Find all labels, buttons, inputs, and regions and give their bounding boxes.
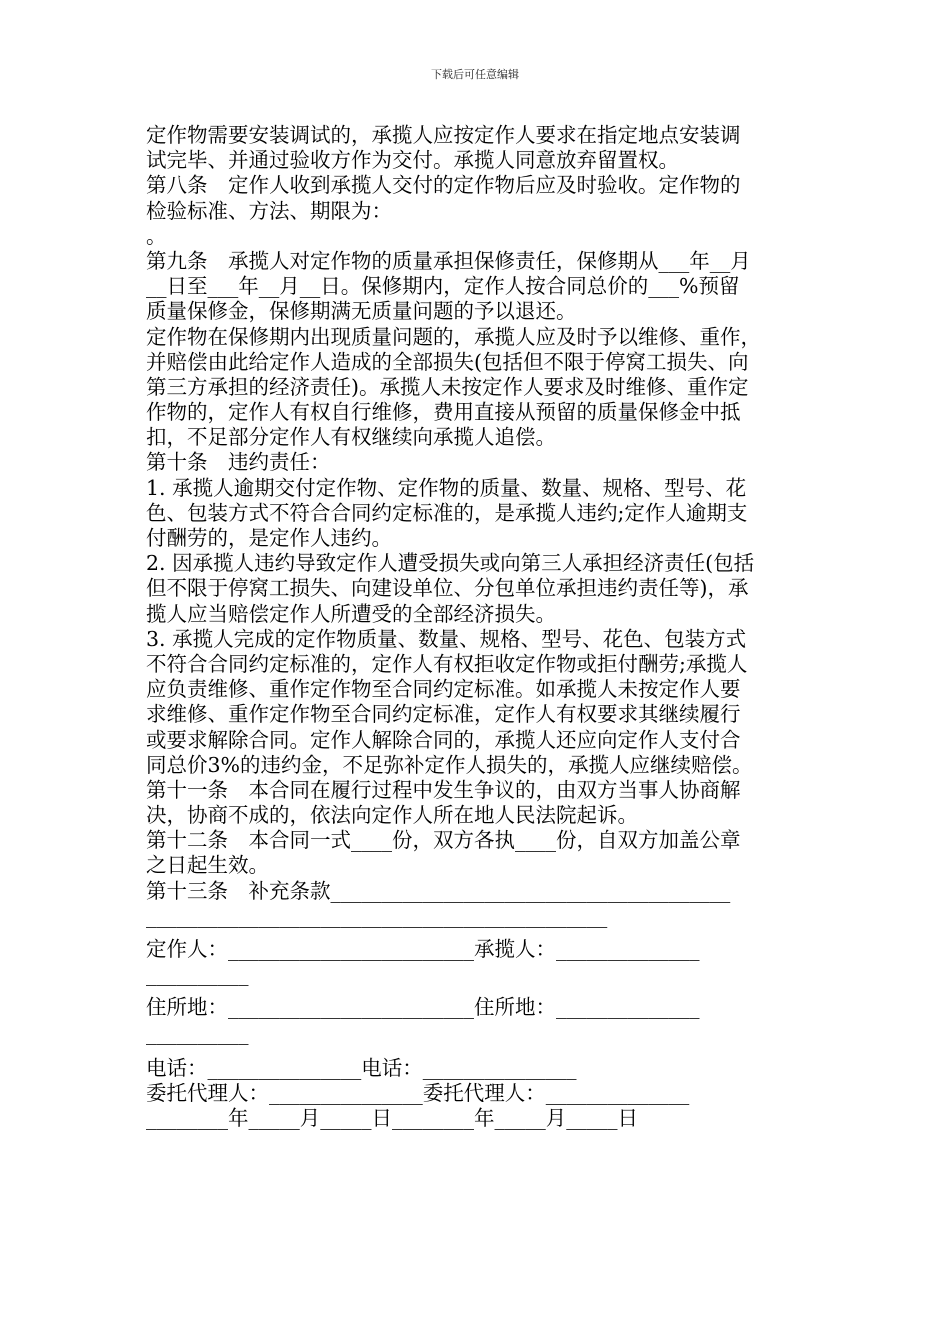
body-line: 或要求解除合同。定作人解除合同的，承揽人还应向定作人支付合 <box>146 727 741 752</box>
body-line: 。 <box>146 223 167 248</box>
signature-address-row-continued: __________ <box>146 1020 249 1045</box>
body-line: 质量保修金，保修期满无质量问题的予以退还。 <box>146 299 577 324</box>
signature-agent-row: 委托代理人：_______________委托代理人：______________ <box>146 1080 690 1105</box>
article-8-line: 第八条 定作人收到承揽人交付的定作物后应及时验收。定作物的 <box>146 173 741 198</box>
body-line: 不符合合同约定标准的，定作人有权拒收定作物或拒付酬劳;承揽人 <box>146 651 748 676</box>
article-11-line: 第十一条 本合同在履行过程中发生争议的，由双方当事人协商解 <box>146 777 741 802</box>
body-line: __日至___年__月__日。保修期内，定作人按合同总价的___%预留 <box>146 274 740 299</box>
body-line: 定作物在保修期内出现质量问题的，承揽人应及时予以维修、重作， <box>146 324 761 349</box>
body-line: _____________________________________________ <box>146 903 608 928</box>
signature-party-row: 定作人：________________________承揽人：______________ <box>146 937 700 961</box>
body-line: 求维修、重作定作物至合同约定标准，定作人有权要求其继续履行 <box>146 702 741 727</box>
body-line: 2. 因承揽人违约导致定作人遭受损失或向第三人承担经济责任(包括 <box>146 551 755 576</box>
signature-date-row: ________年_____月_____日________年_____月_____日 <box>146 1106 638 1131</box>
body-line: 扣，不足部分定作人有权继续向承揽人追偿。 <box>146 425 556 450</box>
body-line: 第三方承担的经济责任)。承揽人未按定作人要求及时维修、重作定 <box>146 374 749 399</box>
body-line: 试完毕、并通过验收方作为交付。承揽人同意放弃留置权。 <box>146 148 679 173</box>
body-line: 付酬劳的，是定作人违约。 <box>146 526 392 550</box>
body-line: 作物的，定作人有权自行维修，费用直接从预留的质量保修金中抵 <box>146 400 741 425</box>
signature-address-row: 住所地：________________________住所地：______________ <box>146 995 700 1020</box>
page-header-note: 下载后可任意编辑 <box>431 68 519 81</box>
body-line: 色、包装方式不符合合同约定标准的，是承揽人违约;定作人逾期支 <box>146 500 748 525</box>
body-line: 但不限于停窝工损失、向建设单位、分包单位承担违约责任等)，承 <box>146 576 749 601</box>
body-line: 并赔偿由此给定作人造成的全部损失(包括但不限于停窝工损失、向 <box>146 349 749 374</box>
article-12-line: 第十二条 本合同一式____份，双方各执____份，自双方加盖公章 <box>146 828 741 853</box>
contract-body <box>146 123 810 1131</box>
body-line: 决，协商不成的，依法向定作人所在地人民法院起诉。 <box>146 803 638 828</box>
body-line: 检验标准、方法、期限为： <box>146 198 392 223</box>
article-9-line: 第九条 承揽人对定作物的质量承担保修责任，保修期从___年__月 <box>146 248 751 273</box>
article-13-line: 第十三条 补充条款_______________________________________ <box>146 878 731 903</box>
body-line: 3. 承揽人完成的定作物质量、数量、规格、型号、花色、包装方式 <box>146 626 747 651</box>
signature-block <box>146 937 810 1131</box>
body-line: 定作物需要安装调试的，承揽人应按定作人要求在指定地点安装调 <box>146 123 741 147</box>
body-line: 应负责维修、重作定作物至合同约定标准。如承揽人未按定作人要 <box>146 677 741 702</box>
body-line: 1. 承揽人逾期交付定作物、定作物的质量、数量、规格、型号、花 <box>146 475 747 500</box>
body-line: 同总价3%的违约金，不足弥补定作人损失的，承揽人应继续赔偿。 <box>146 752 753 777</box>
signature-phone-row: 电话：_______________电话：_______________ <box>146 1055 577 1080</box>
article-10-line: 第十条 违约责任： <box>146 450 331 475</box>
body-line: 揽人应当赔偿定作人所遭受的全部经济损失。 <box>146 601 556 626</box>
body-line: 之日起生效。 <box>146 853 269 878</box>
signature-party-row-continued: __________ <box>146 962 249 987</box>
